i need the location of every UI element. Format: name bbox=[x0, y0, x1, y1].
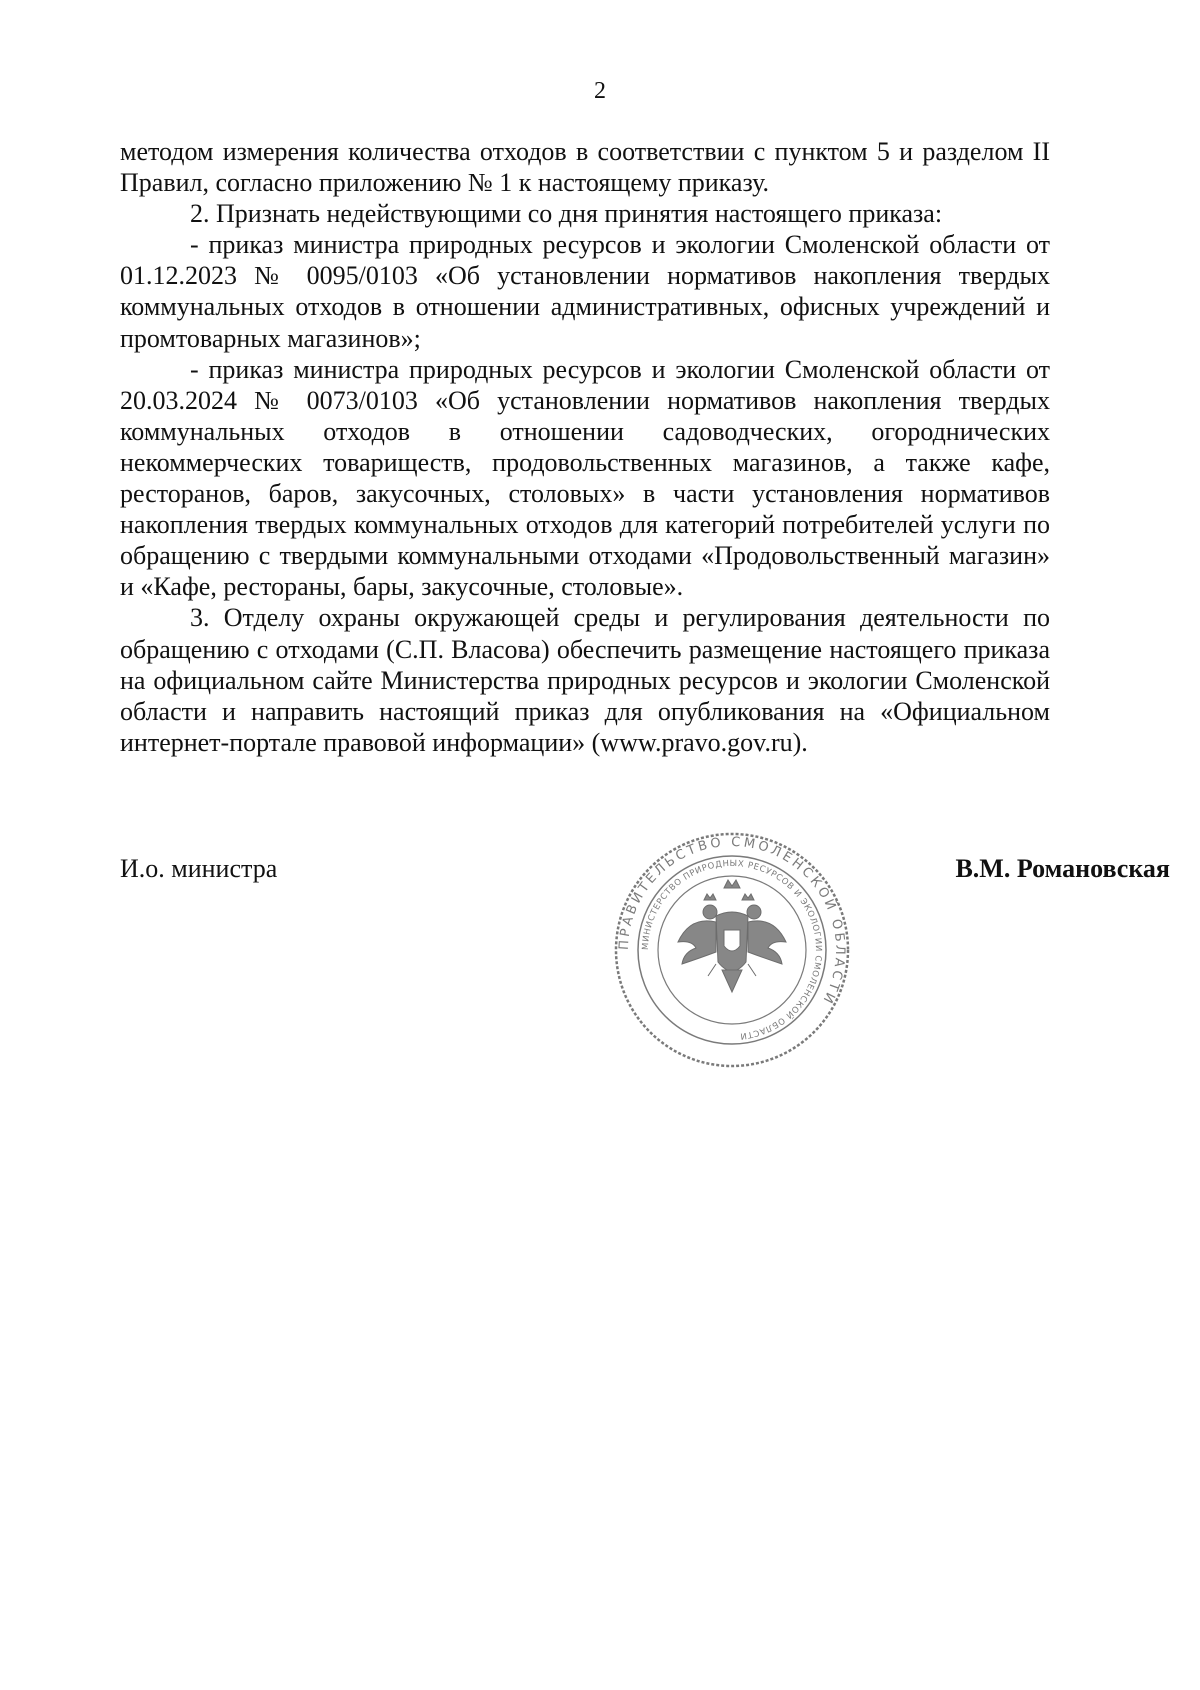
coat-of-arms-icon bbox=[678, 880, 786, 992]
seal-inner-text: МИНИСТЕРСТВО ПРИРОДНЫХ РЕСУРСОВ И ЭКОЛОГИИ СМОЛЕНСКОЙ ОБЛАСТИ bbox=[640, 858, 824, 1041]
paragraph-item-2: 2. Признать недействующими со дня принятия настоящего приказа: bbox=[190, 199, 943, 229]
paragraph-order-1: - приказ министра природных ресурсов и экологии Смоленской области от 01.12.2023 № 0095/0103 «Об установлении нормативов накопления твердых коммунальных отходов в отношении административных, офисных учреждений и промтоварных магазинов»; bbox=[120, 230, 1050, 353]
official-seal-icon bbox=[612, 830, 852, 1070]
seal-outer-text: ПРАВИТЕЛЬСТВО СМОЛЕНСКОЙ ОБЛАСТИ bbox=[616, 834, 848, 1008]
paragraph-continuation: методом измерения количества отходов в соответствии с пунктом 5 и разделом II Правил, согласно приложению № 1 к настоящему приказу. bbox=[120, 137, 1050, 198]
signatory-name: В.М. Романовская bbox=[955, 854, 1170, 883]
paragraph-item-3: 3. Отделу охраны окружающей среды и регулирования деятельности по обращению с отходами (С.П. Власова) обеспечить размещение настоящего приказа на официальном сайте Министерства природных ресурсов и экологии Смоленской области и направить настоящий приказ для опубликования на «Официальном интернет-портале правовой информации» (www.pravo.gov.ru). bbox=[120, 603, 1050, 757]
document-body bbox=[120, 136, 1050, 758]
paragraph-order-2: - приказ министра природных ресурсов и экологии Смоленской области от 20.03.2024 № 0073/0103 «Об установлении нормативов накопления твердых коммунальных отходов в отношении садоводческих, огороднических некоммерческих товариществ, продовольственных магазинов, а также кафе, ресторанов, баров, закусочных, столовых» в части установления нормативов накопления твердых коммунальных отходов для категорий потребителей услуги по обращению с твердыми коммунальными отходами «Продовольственный магазин» и «Кафе, рестораны, бары, закусочные, столовые». bbox=[120, 354, 1050, 602]
page-number: 2 bbox=[594, 78, 606, 104]
signatory-title: И.о. министра bbox=[120, 854, 278, 883]
